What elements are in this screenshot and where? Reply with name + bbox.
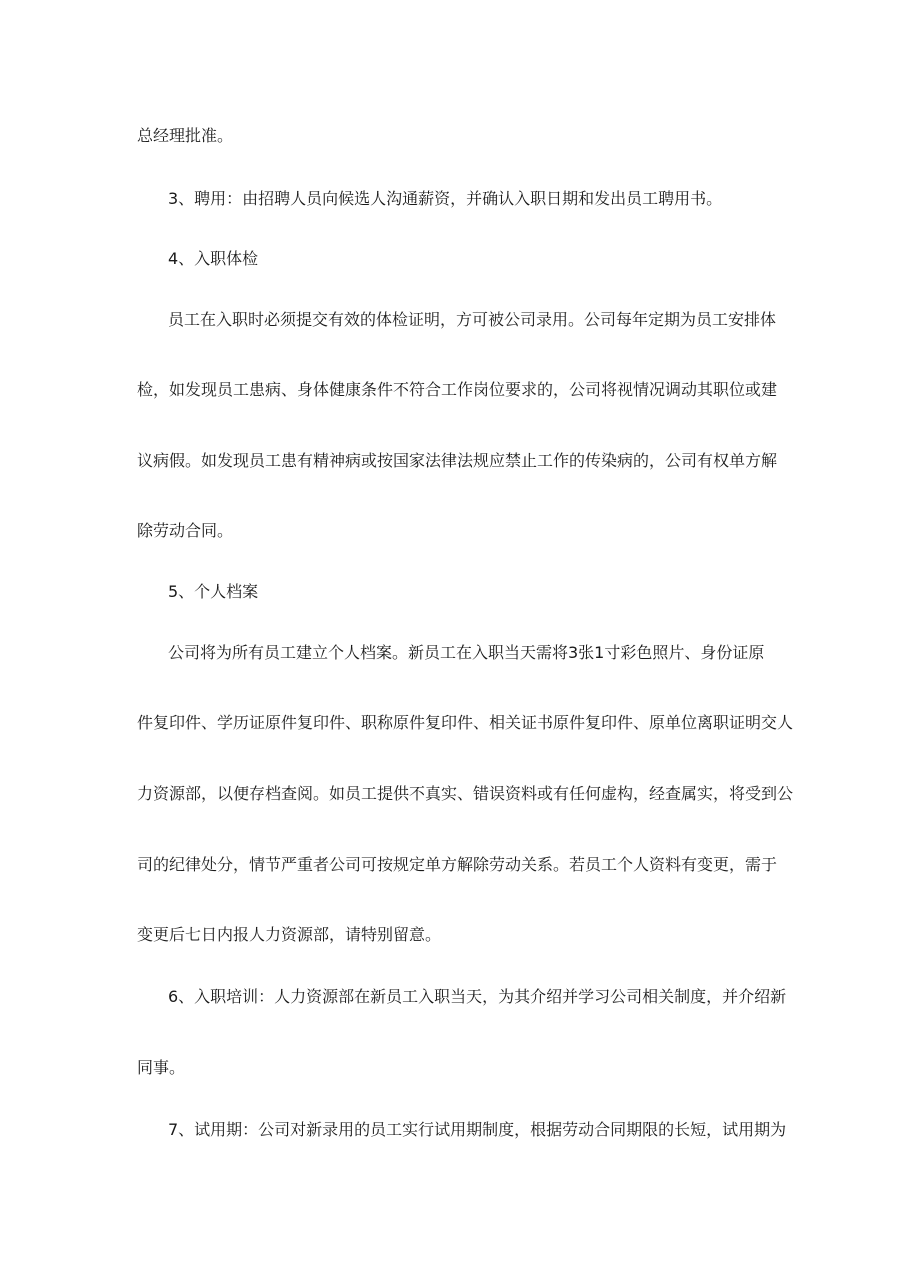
paragraph-line: 员工在入职时必须提交有效的体检证明，方可被公司录用。公司每年定期为员工安排体 <box>168 310 777 329</box>
item-3-hiring: 3、聘用：由招聘人员向候选人沟通薪资，并确认入职日期和发出员工聘用书。 <box>168 189 723 208</box>
item-7-probation: 7、试用期：公司对新录用的员工实行试用期制度，根据劳动合同期限的长短，试用期为 <box>168 1120 787 1139</box>
text-line-approval: 总经理批准。 <box>137 126 234 145</box>
paragraph-line: 议病假。如发现员工患有精神病或按国家法律法规应禁止工作的传染病的，公司有权单方解 <box>137 451 778 470</box>
paragraph-line: 同事。 <box>137 1058 186 1077</box>
item-4-heading: 4、入职体检 <box>168 249 259 268</box>
paragraph-line: 力资源部，以便存档查阅。如员工提供不真实、错误资料或有任何虚构，经查属实，将受到公 <box>137 784 794 803</box>
paragraph-line: 检，如发现员工患病、身体健康条件不符合工作岗位要求的，公司将视情况调动其职位或建 <box>137 380 778 399</box>
paragraph-line: 除劳动合同。 <box>137 521 234 540</box>
paragraph-line: 件复印件、学历证原件复印件、职称原件复印件、相关证书原件复印件、原单位离职证明交人 <box>137 713 794 732</box>
paragraph-line: 司的纪律处分，情节严重者公司可按规定单方解除劳动关系。若员工个人资料有变更，需于 <box>137 855 778 874</box>
item-6-training: 6、入职培训：人力资源部在新员工入职当天，为其介绍并学习公司相关制度，并介绍新 <box>168 987 787 1006</box>
item-5-heading: 5、个人档案 <box>168 582 259 601</box>
paragraph-line: 公司将为所有员工建立个人档案。新员工在入职当天需将3张1寸彩色照片、身份证原 <box>168 643 765 662</box>
paragraph-line: 变更后七日内报人力资源部，请特别留意。 <box>137 925 442 944</box>
